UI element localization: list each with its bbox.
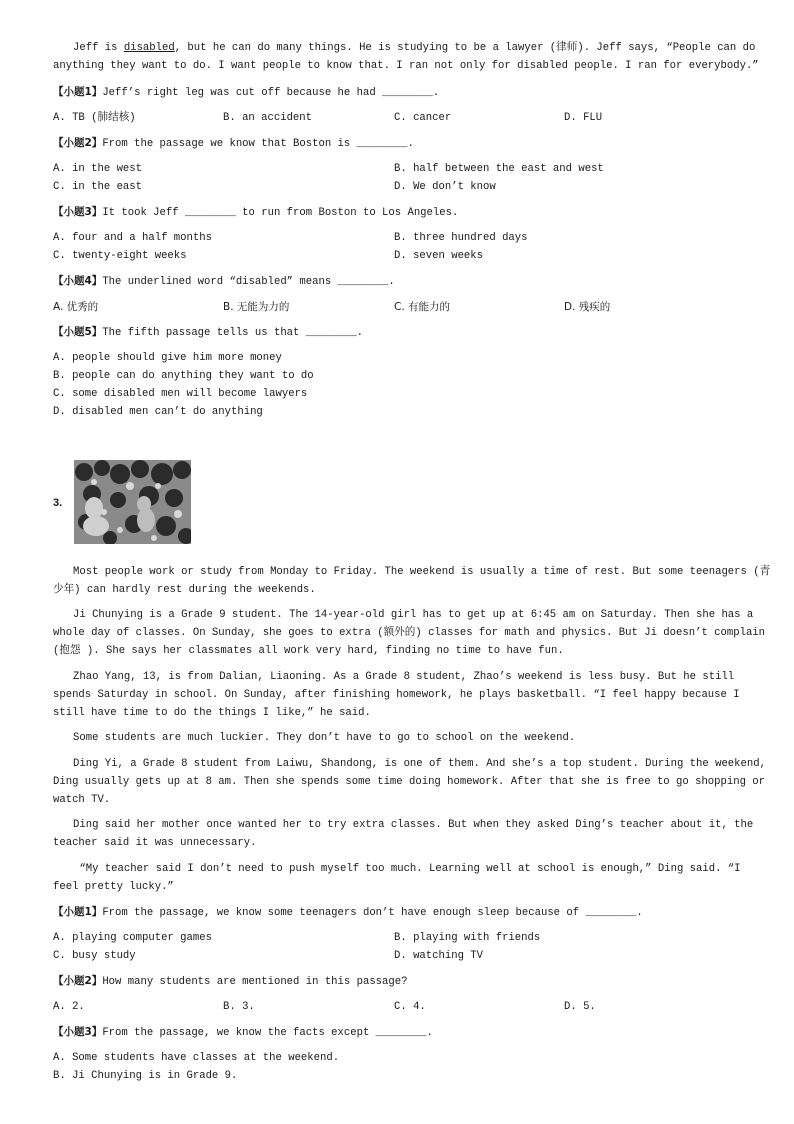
p3-q3-option-a: A. Some students have classes at the weekend.: [53, 1052, 340, 1064]
p3-q2-option-d: D. 5.: [564, 1001, 596, 1013]
p2-q2-option-a: A. in the west: [53, 163, 143, 175]
passage-number: 3.: [53, 497, 63, 509]
p2-question-1: 【小题1】Jeff’s right leg was cut off because he had ________.: [53, 86, 440, 99]
p3-para2-line2: whole day of classes. On Sunday, she goes to extra (额外的) classes for math and physics. But Ji doesn’t complain: [53, 627, 766, 639]
p3-q1-option-d: D. watching TV: [394, 950, 484, 962]
p3-para1-line2: 少年) can hardly rest during the weekends.: [53, 584, 316, 596]
p2-q2-option-c: C. in the east: [53, 181, 143, 193]
p2-question-5: 【小题5】The fifth passage tells us that ________.: [53, 326, 363, 339]
p3-question-1: 【小题1】From the passage, we know some teenagers don’t have enough sleep because of ________.: [53, 906, 643, 919]
p2-question-4: 【小题4】The underlined word “disabled” means ________.: [53, 275, 395, 288]
p3-para5-line1: Ding Yi, a Grade 8 student from Laiwu, Shandong, is one of them. And she’s a top student. During the weekend,: [73, 758, 766, 770]
p2-q1-option-a: A. TB (肺结核): [53, 112, 136, 124]
p3-para2-line1: Ji Chunying is a Grade 9 student. The 14-year-old girl has to get up at 6:45 am on Saturday. Then she has a: [73, 609, 754, 621]
p2-question-3: 【小题3】It took Jeff ________ to run from Boston to Los Angeles.: [53, 206, 459, 219]
passage2-line-2: anything they want to do. I want people to know that. I ran not only for disabled people. I ran for everybody.”: [53, 60, 759, 72]
p2-q3-option-a: A. four and a half months: [53, 232, 212, 244]
p3-para1-line1: Most people work or study from Monday to Friday. The weekend is usually a time of rest. But some teenagers (青: [73, 566, 771, 578]
p3-q2-option-b: B. 3.: [223, 1001, 255, 1013]
p2-q2-option-d: D. We don’t know: [394, 181, 496, 193]
p3-para5-line3: watch TV.: [53, 794, 111, 806]
p3-question-3: 【小题3】From the passage, we know the facts except ________.: [53, 1026, 433, 1039]
p3-q1-option-b: B. playing with friends: [394, 932, 541, 944]
p2-q5-option-d: D. disabled men can’t do anything: [53, 406, 263, 418]
p2-question-2: 【小题2】From the passage we know that Boston is ________.: [53, 137, 414, 150]
p3-para3-line1: Zhao Yang, 13, is from Dalian, Liaoning. As a Grade 8 student, Zhao’s weekend is less busy. But he still: [73, 671, 735, 683]
p2-q1-option-b: B. an accident: [223, 112, 313, 124]
p2-q2-option-b: B. half between the east and west: [394, 163, 604, 175]
p2-q1-option-c: C. cancer: [394, 112, 452, 124]
p3-q3-option-b: B. Ji Chunying is in Grade 9.: [53, 1070, 238, 1082]
p2-q4-option-c: C. 有能力的: [394, 301, 451, 313]
p3-q2-option-c: C. 4.: [394, 1001, 426, 1013]
p2-q5-option-b: B. people can do anything they want to do: [53, 370, 314, 382]
p3-question-2: 【小题2】How many students are mentioned in this passage?: [53, 975, 408, 988]
p2-q3-option-c: C. twenty-eight weeks: [53, 250, 187, 262]
p3-para3-line2: spends Saturday in school. On Sunday, after finishing homework, he plays basketball. “I feel happy because I: [53, 689, 740, 701]
p3-q1-option-a: A. playing computer games: [53, 932, 212, 944]
p2-q4-option-a: A. 优秀的: [53, 301, 99, 313]
p3-para2-line3: (抱怨 ). She says her classmates all work very hard, finding no time to have fun.: [53, 645, 564, 657]
p3-para5-line2: Ding usually gets up at 8 am. Then she spends some time doing homework. After that she is free to go shopping or: [53, 776, 766, 788]
p3-para4-line1: Some students are much luckier. They don’t have to go to school on the weekend.: [73, 732, 576, 744]
p2-q1-option-d: D. FLU: [564, 112, 603, 124]
p2-q3-option-d: D. seven weeks: [394, 250, 484, 262]
underlined-word: disabled: [123, 42, 175, 54]
p2-q3-option-b: B. three hundred days: [394, 232, 528, 244]
passage-photo: [74, 460, 191, 544]
p3-q2-option-a: A. 2.: [53, 1001, 85, 1013]
p2-q5-option-c: C. some disabled men will become lawyers: [53, 388, 308, 400]
p2-q4-option-b: B. 无能为力的: [223, 301, 290, 313]
p3-para3-line3: still have time to do the things I like,” he said.: [53, 707, 371, 719]
p3-q1-option-c: C. busy study: [53, 950, 136, 962]
p3-para6-line2: teacher said it was unnecessary.: [53, 837, 257, 849]
p3-para7-line1: “My teacher said I don’t need to push myself too much. Learning well at school is enough,” Ding said. “I: [73, 863, 741, 875]
passage2-line-1: Jeff is disabled, but he can do many things. He is studying to be a lawyer (律师). Jeff says, “People can do: [73, 42, 756, 54]
p3-para6-line1: Ding said her mother once wanted her to try extra classes. But when they asked Ding’s teacher about it, the: [73, 819, 754, 831]
p3-para7-line2: feel pretty lucky.”: [53, 881, 174, 893]
p2-q5-option-a: A. people should give him more money: [53, 352, 282, 364]
p2-q4-option-d: D. 残疾的: [564, 301, 611, 313]
